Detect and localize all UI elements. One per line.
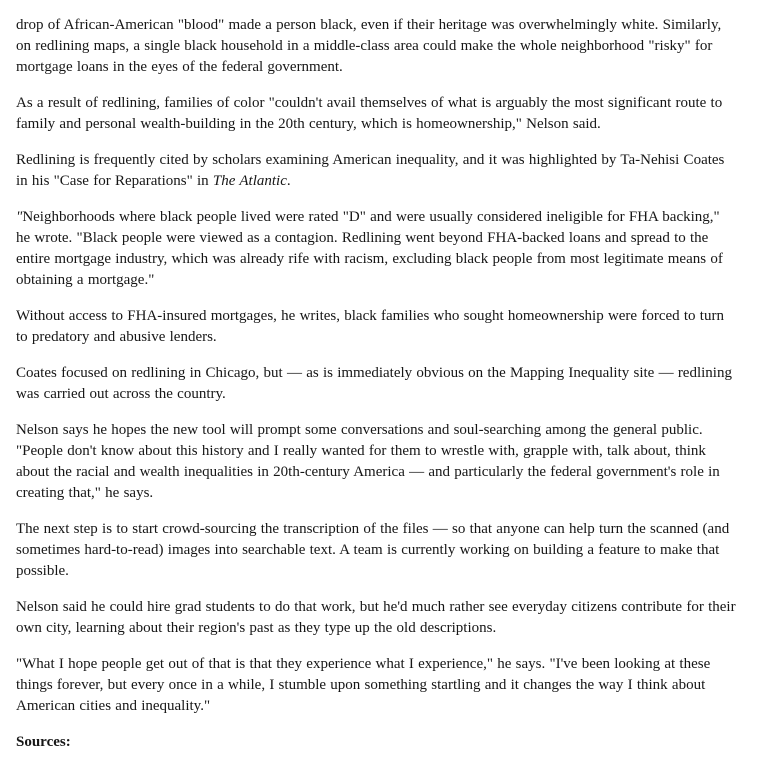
paragraph — [16, 519, 738, 582]
sources-heading: Sources: — [16, 734, 71, 750]
article-body — [16, 15, 738, 717]
paragraph — [16, 420, 738, 504]
text-run: Coates focused on redlining in Chicago, but — as is immediately obvious on the Mapping Inequality site — redlining was carried out across the country. — [16, 365, 732, 402]
text-run: The Atlantic — [212, 173, 287, 189]
paragraph — [16, 15, 738, 78]
paragraph — [16, 363, 738, 405]
paragraph — [16, 93, 738, 135]
text-run: Neighborhoods where black people lived were rated "D" and were usually considered ineligible for FHA backing," he wrote. "Black people were viewed as a contagion. Redlining went beyond FHA-backed loans and spread to the entire mortgage industry, which was already rife with racism, excluding black people from most legitimate means of obtaining a mortgage." — [16, 209, 723, 288]
text-run: Redlining is frequently cited by scholars examining American inequality, and it was highlighted by Ta-Nehisi Coates in his "Case for Reparations" in — [16, 152, 725, 189]
text-run: Nelson says he hopes the new tool will prompt some conversations and soul-searching among the general public. "People don't know about this history and I really wanted for them to wrestle with, grapple with, talk about, think about the racial and wealth inequalities in 20th-century America — and particularly the federal government's role in creating that," he says. — [16, 422, 720, 501]
text-run: Without access to FHA-insured mortgages, he writes, black families who sought homeownership were forced to turn to predatory and abusive lenders. — [16, 308, 724, 345]
text-run: The next step is to start crowd-sourcing the transcription of the files — so that anyone can help turn the scanned (and sometimes hard-to-read) images into searchable text. A team is currently working on building a feature to make that possible. — [16, 521, 730, 579]
text-run: As a result of redlining, families of color "couldn't avail themselves of what is arguably the most significant route to family and personal wealth-building in the 20th century, which is homeownership," Nelson said. — [16, 95, 723, 132]
paragraph — [16, 207, 738, 291]
text-run: drop of African-American "blood" made a person black, even if their heritage was overwhelmingly white. Similarly, on redlining maps, a single black household in a middle-class area could make the whole neighborhood "risky" for mortgage loans in the eyes of the federal government. — [16, 17, 722, 75]
text-run: . — [286, 173, 291, 189]
paragraph — [16, 597, 738, 639]
paragraph — [16, 150, 738, 192]
text-run: "What I hope people get out of that is that they experience what I experience," he says. "I've been looking at these things forever, but every once in a while, I stumble upon something startling and it changes the way I think about American cities and inequality." — [16, 656, 711, 714]
text-run: Nelson said he could hire grad students to do that work, but he'd much rather see everyday citizens contribute for their own city, learning about their region's past as they type up the old descriptions. — [16, 599, 736, 636]
paragraph — [16, 306, 738, 348]
text-run: " — [16, 209, 23, 225]
paragraph — [16, 654, 738, 717]
